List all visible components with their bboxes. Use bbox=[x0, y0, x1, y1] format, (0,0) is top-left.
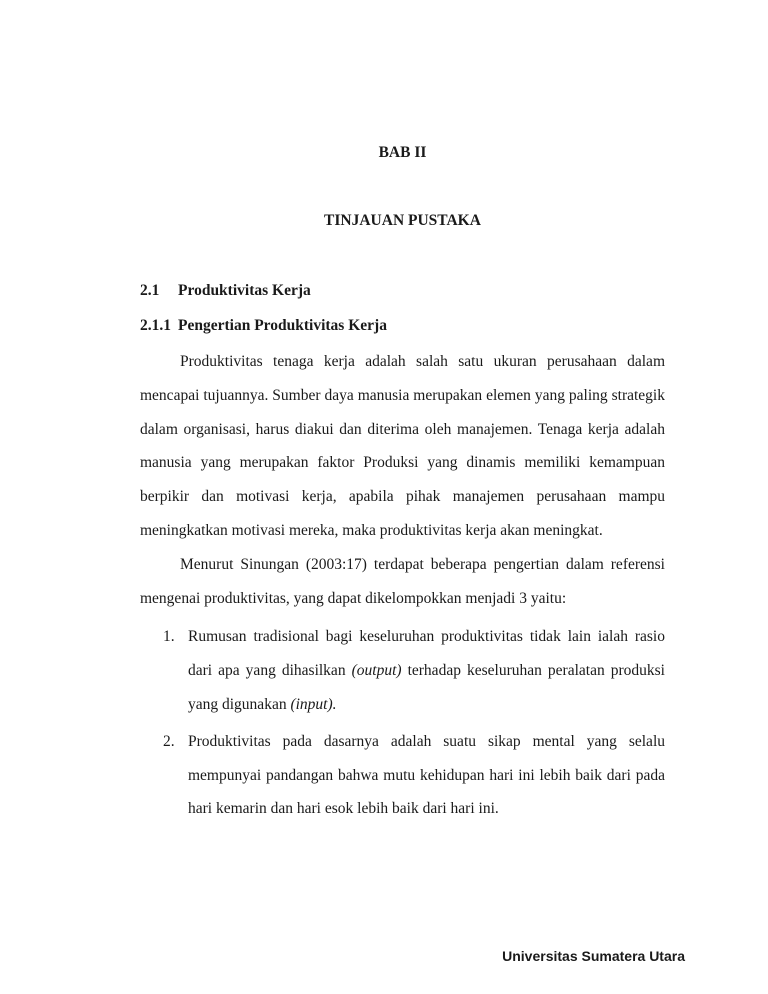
section-heading-2-1-1 bbox=[140, 316, 665, 336]
paragraph-produktivitas-definition: Produktivitas tenaga kerja adalah salah satu ukuran perusahaan dalam mencapai tujuannya. Sumber daya manusia merupakan elemen yang paling strategik dalam organisasi, harus diakui dan diterima oleh manajemen. Tenaga kerja adalah manusia yang merupakan faktor Produksi yang dinamis memiliki kemampuan berpikir dan motivasi kerja, apabila pihak manajemen perusahaan mampu meningkatkan motivasi mereka, maka produktivitas kerja akan meningkat. bbox=[140, 353, 665, 539]
chapter-title: BAB II bbox=[378, 144, 427, 161]
list-item-2 bbox=[163, 725, 665, 826]
section-title-2-1-1: Pengertian Produktivitas Kerja bbox=[178, 317, 387, 334]
list-item-2-number: 2. bbox=[163, 732, 175, 750]
productivity-definitions-list bbox=[163, 620, 665, 826]
list-item-2-text: Produktivitas pada dasarnya adalah suatu sikap mental yang selalu mempunyai pandangan bahwa mutu kehidupan hari ini lebih baik dari pada hari kemarin dan hari esok lebih baik dari hari ini. bbox=[188, 732, 665, 818]
footer-watermark: Universitas Sumatera Utara bbox=[502, 948, 685, 964]
section-number-2-1-1: 2.1.1 bbox=[140, 317, 171, 334]
page-title: TINJAUAN PUSTAKA bbox=[324, 212, 481, 229]
section-heading-2-1 bbox=[140, 281, 665, 301]
section-title-2-1: Produktivitas Kerja bbox=[178, 282, 311, 299]
list-item-1 bbox=[163, 620, 665, 721]
list-item-1-text: Rumusan tradisional bagi keseluruhan produktivitas tidak lain ialah rasio dari apa yang dihasilkan (output) terhadap keseluruhan peralatan produksi yang digunakan (input). bbox=[188, 628, 665, 713]
list-item-1-number: 1. bbox=[163, 628, 175, 646]
document-content bbox=[0, 143, 768, 826]
section-number-2-1: 2.1 bbox=[140, 282, 160, 299]
paragraph-sinungan-reference: Menurut Sinungan (2003:17) terdapat beberapa pengertian dalam referensi mengenai produktivitas, yang dapat dikelompokkan menjadi 3 yaitu: bbox=[140, 555, 665, 607]
